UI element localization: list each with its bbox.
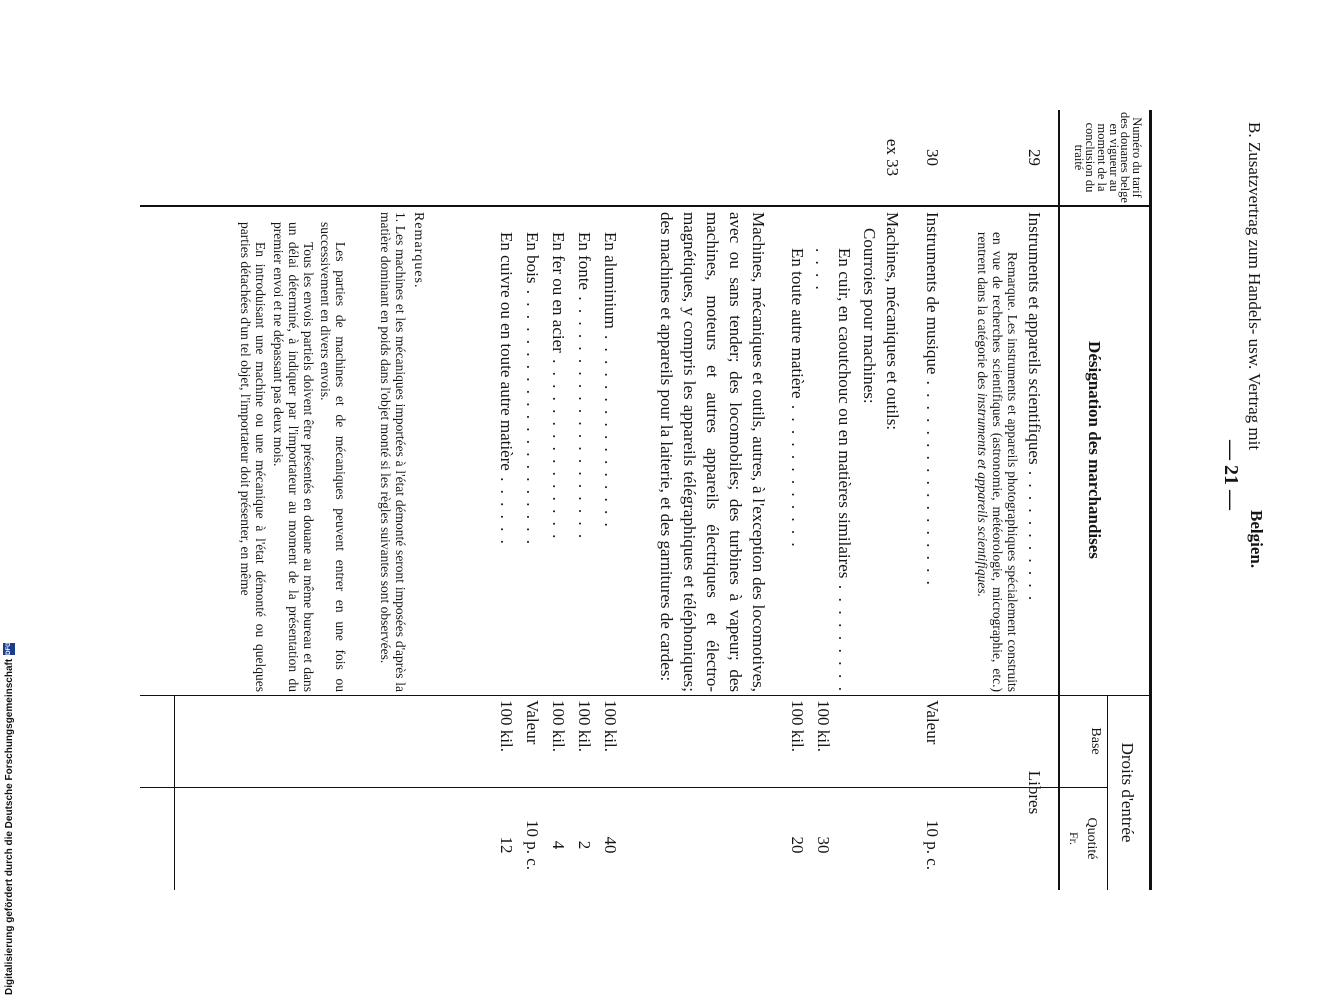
column-header-tariff-number: Numéro du tarif des douanes belge en vigueur au moment de la conclusion du traité (1071, 112, 1144, 203)
courroies-cuir-quotite: 30 (814, 836, 833, 854)
column-header-base: Base (1088, 727, 1103, 755)
remarks-title: Remarques. (411, 212, 426, 289)
running-title: B. Zusatzvertrag zum Handels- usw. Vertrag mit (1245, 122, 1264, 451)
item-fonte: En fonte . . . . . . . . . . . . . . . . . . . . (575, 232, 594, 541)
bottom-partial-rule (174, 695, 175, 890)
item-fer-acier-base: 100 kil. (549, 700, 568, 752)
courroies-autre-base: 100 kil. (788, 700, 807, 752)
courroies-autre-quotite: 20 (788, 836, 807, 854)
row-29-remark: Remarque. Les instruments et appareils photographiques spécialement construits en vue de recherches scientifiques (astronomie, météorologie, micrographie, etc.) rentrent dans la catégorie des instruments et appareils scientifiques. (975, 232, 1020, 692)
country-name: Belgien. (1247, 510, 1266, 569)
rotated-document-page (140, 110, 1270, 890)
item-bois: En bois . . . . . . . . . . . . . . . . . . . . . (523, 232, 542, 546)
courroies-heading: Courroies pour machines: (860, 228, 879, 404)
courroies-cuir-base: 100 kil. (814, 700, 833, 752)
courroies-autre: En toute autre matière . . . . . . . . . . . . (788, 248, 807, 549)
item-aluminium-quotite: 40 (601, 836, 620, 854)
remark-1-parts: Les parties de machines et de mécaniques peuvent entrer en une fois ou successivement en divers envois. (318, 222, 348, 692)
remark-1-demonte: En introduisant une machine ou une mécanique à l'état démonté ou quelques parties détachées d'un tel objet, l'importateur doit présenter, en même (238, 222, 268, 692)
tariff-number-29: 29 (1025, 149, 1044, 166)
tariff-number-30: 30 (923, 149, 942, 166)
item-aluminium-base: 100 kil. (601, 700, 620, 752)
column-header-currency: Fr. (1067, 831, 1081, 845)
item-fer-acier-quotite: 4 (549, 840, 568, 850)
item-aluminium: En aluminium . . . . . . . . . . . . . . . . (601, 232, 620, 529)
row-29-label: Instruments et appareils scientifiques . . . . . . . . . . . (1025, 212, 1044, 603)
dfg-logo-icon: DFG (3, 643, 15, 655)
item-bois-quotite: 10 p. c. (523, 819, 542, 871)
item-bois-base: Valeur (523, 700, 542, 745)
remark-1: 1. Les machines et les mécaniques importées à l'état démonté seront imposées d'après la matière dominant en poids dans l'objet monté si les règles suivantes sont observées. (378, 212, 408, 692)
header-bottom-rule (1058, 110, 1060, 890)
item-cuivre-quotite: 12 (497, 836, 516, 854)
column-rule-3 (140, 787, 1108, 788)
machines-autres: Machines, mécaniques et outils, autres, à l'exception des locomotives, avec ou sans tender; des locomobiles; des turbines à vapeur; des machines, moteurs et autres appareils électriques et électro-magnétiques, y compris les appareils télégraphiques et téléphoniques; des machines et appareils pour la laiterie, et des garnitures de cardes: (657, 212, 768, 692)
row-30-label: Instruments de musique . . . . . . . . . . . . . . . . . (923, 212, 942, 587)
page-number: — 21 — (1220, 440, 1242, 510)
duties-subrule (1107, 695, 1108, 890)
column-header-designation: Désignation des marchandises (1085, 341, 1105, 559)
row-33-label: Machines, mécaniques et outils: (883, 212, 902, 431)
item-cuivre: En cuivre ou en toute autre matière . . . . . . (497, 232, 516, 546)
credit-text: Digitalisierung gefördert durch die Deutsche Forschungsgemeinschaft (3, 658, 15, 995)
row-30-quotite: 10 p. c. (923, 819, 942, 871)
remark-1-envois: Tous les envois partiels doivent être présentés en douane au même bureau et dans un délai déterminé, à indiquer par l'importateur au moment de la présentation du premier envoi et ne dépassant pas deux mois. (271, 222, 316, 692)
top-rule (1149, 110, 1152, 890)
column-rule-1 (140, 205, 1150, 207)
courroies-cuir: En cuir, en caoutchouc ou en matières similaires . . . . . . . . . . . . . (812, 248, 854, 694)
row-29-duty: Libres (1025, 770, 1044, 815)
column-rule-2 (140, 695, 1150, 696)
item-fonte-base: 100 kil. (575, 700, 594, 752)
item-fonte-quotite: 2 (575, 840, 594, 850)
row-30-base: Valeur (923, 700, 942, 745)
item-fer-acier: En fer ou en acier . . . . . . . . . . . . . . . (549, 232, 568, 541)
dfg-credit-line (2, 595, 16, 995)
tariff-number-ex-33: ex 33 (883, 138, 902, 177)
column-header-duties: Droits d'entrée (1118, 742, 1137, 843)
item-cuivre-base: 100 kil. (497, 700, 516, 752)
column-header-quotite: Quotité (1084, 817, 1099, 860)
